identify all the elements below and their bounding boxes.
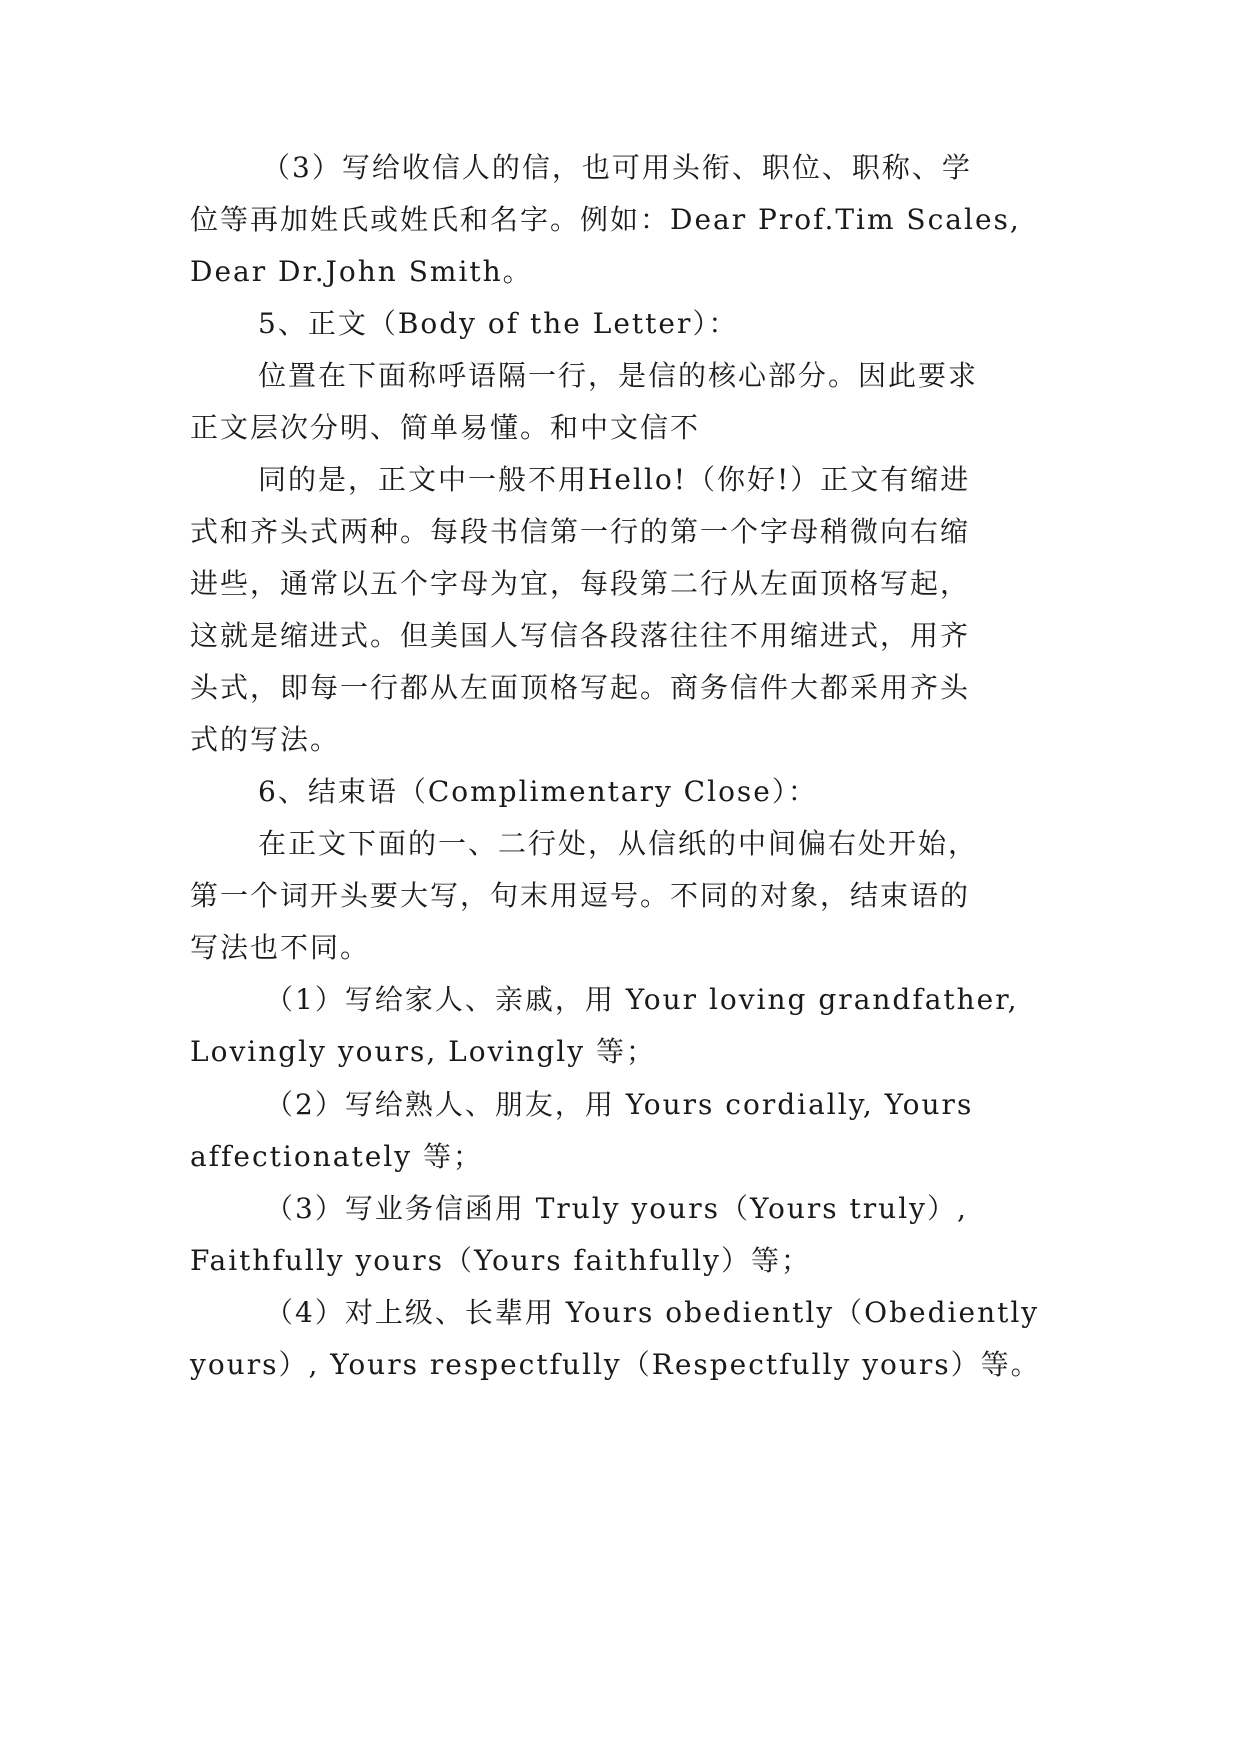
text-line: 在正文下面的一、二行处，从信纸的中间偏右处开始， xyxy=(258,827,979,860)
section-heading-body: 5、正文（Body of the Letter）： xyxy=(258,307,739,340)
text-line: 位置在下面称呼语隔一行，是信的核心部分。因此要求 xyxy=(258,359,979,392)
text-line: Lovingly yours, Lovingly 等； xyxy=(190,1035,656,1068)
text-line: 这就是缩进式。但美国人写信各段落往往不用缩进式，用齐 xyxy=(190,619,971,652)
text-line: affectionately 等； xyxy=(190,1140,483,1173)
text-line: 位等再加姓氏或姓氏和名字。例如：Dear Prof.Tim Scales, xyxy=(190,203,1021,236)
text-line: 同的是，正文中一般不用Hello!（你好!）正文有缩进 xyxy=(258,463,971,496)
text-line: （3）写业务信函用 Truly yours（Yours truly）, xyxy=(265,1192,968,1225)
text-line: 式的写法。 xyxy=(190,723,341,756)
text-line: 式和齐头式两种。每段书信第一行的第一个字母稍微向右缩 xyxy=(190,515,971,548)
text-line: （4）对上级、长辈用 Yours obediently（Obediently xyxy=(265,1296,1040,1329)
text-line: Faithfully yours（Yours faithfully）等； xyxy=(190,1244,811,1277)
text-line: 头式，即每一行都从左面顶格写起。商务信件大都采用齐头 xyxy=(190,671,971,704)
text-line: 进些，通常以五个字母为宜，每段第二行从左面顶格写起， xyxy=(190,567,971,600)
text-line: 第一个词开头要大写，句末用逗号。不同的对象，结束语的 xyxy=(190,879,971,912)
text-line: yours）, Yours respectfully（Respectfully yours）等。 xyxy=(190,1348,1041,1381)
text-line: 正文层次分明、简单易懂。和中文信不 xyxy=(190,411,701,444)
section-heading-close: 6、结束语（Complimentary Close）： xyxy=(258,775,818,808)
text-line: （1）写给家人、亲戚，用 Your loving grandfather, xyxy=(265,983,1019,1016)
text-line: （3）写给收信人的信，也可用头衔、职位、职称、学 xyxy=(262,151,972,184)
text-line: （2）写给熟人、朋友，用 Yours cordially, Yours xyxy=(265,1088,974,1121)
text-line: 写法也不同。 xyxy=(190,931,371,964)
text-line: Dear Dr.John Smith。 xyxy=(190,255,533,288)
